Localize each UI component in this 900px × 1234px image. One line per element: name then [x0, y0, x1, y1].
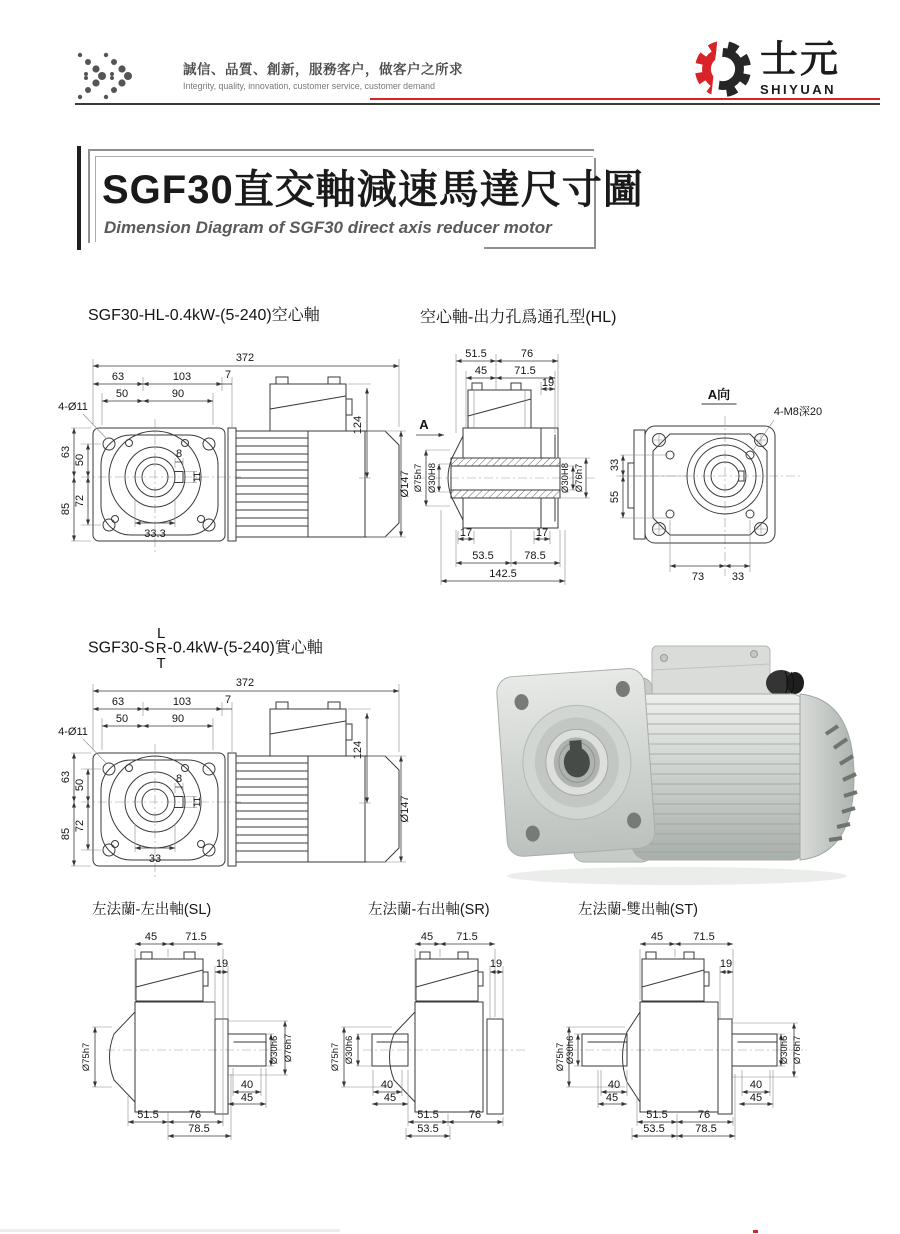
section3-sl-label: 左法蘭-左出軸(SL): [92, 902, 212, 918]
dim-label: 55: [609, 490, 621, 504]
dim-label: 40: [240, 1079, 254, 1091]
dim-label: 63: [60, 445, 72, 459]
page-title: SGF30直交軸減速馬達尺寸圖: [102, 168, 644, 212]
hatch-band-top: [451, 458, 560, 466]
dim-label: Ø76h7: [574, 463, 585, 493]
dim-label: 124: [352, 740, 364, 760]
dim-label: Ø30h6: [779, 1035, 790, 1065]
dim-label: 45: [383, 1092, 397, 1104]
dim-label: 71.5: [456, 931, 478, 943]
section3-st-label: 左法蘭-雙出軸(ST): [578, 902, 699, 918]
dim-label: Ø30H8: [427, 462, 438, 494]
dimension-lines: [569, 944, 794, 1136]
dim-label: 78.5: [524, 550, 546, 562]
dim-label: Ø147: [399, 470, 411, 498]
dim-label: 51.5: [465, 348, 487, 360]
extension-lines: [620, 420, 774, 572]
dim-label: 51.5: [417, 1109, 439, 1121]
extension-lines: [566, 949, 798, 1140]
footer-red-mark: [753, 1230, 758, 1233]
dim-label: Ø30h6: [269, 1035, 280, 1065]
dim-label: 51.5: [646, 1109, 668, 1121]
dim-label: 40: [749, 1079, 763, 1091]
view-direction-label: A: [419, 417, 429, 432]
dim-label: 50: [115, 713, 129, 725]
dim-label: 90: [171, 713, 185, 725]
dim-label: 71.5: [514, 365, 536, 377]
dim-label: 103: [172, 371, 192, 383]
drawing-hl-section: [408, 338, 603, 600]
footer-edge: [0, 1229, 340, 1232]
title-accent-bar: [77, 146, 81, 250]
dim-label: 19: [719, 958, 733, 970]
hatch-band-bottom: [451, 490, 560, 498]
motor-side-view: [228, 377, 399, 541]
dim-label: 45: [650, 931, 664, 943]
flange-front-view: [93, 753, 225, 866]
header-rule-black: [75, 103, 880, 105]
dim-label: Ø30h6: [344, 1035, 355, 1065]
motor-body: [632, 694, 807, 860]
dim-label: 78.5: [188, 1123, 210, 1135]
dim-label: 11: [192, 797, 203, 807]
dim-label: 53.5: [472, 550, 494, 562]
drawing-view-a: [598, 368, 893, 600]
dim-label: 19: [489, 958, 503, 970]
slogan-en: Integrity, quality, innovation, customer service, customer demand: [183, 81, 435, 91]
section1-right-label: 空心軸-出力孔爲通孔型(HL): [420, 309, 617, 326]
cable-gland: [766, 670, 804, 696]
dim-label: 7: [224, 694, 232, 706]
flange-face: [496, 667, 656, 857]
dim-label: 71.5: [185, 931, 207, 943]
dim-label: 4-Ø11: [58, 726, 88, 738]
dim-label: 124: [352, 415, 364, 435]
dim-label: 8: [175, 773, 183, 785]
dim-label: 50: [74, 778, 86, 792]
dim-label: 45: [474, 365, 488, 377]
dim-label: 63: [60, 770, 72, 784]
slogan-cn: 誠信、品質、創新，服務客户，做客户之所求: [183, 62, 463, 77]
dim-label: 73: [691, 571, 705, 583]
drawing-hl-front-side: [45, 347, 413, 599]
dim-label: 372: [235, 352, 255, 364]
dim-label: 78.5: [695, 1123, 717, 1135]
dim-label: 33.3: [144, 528, 166, 540]
section2-variant-stack: [156, 626, 167, 671]
product-photo: [482, 642, 882, 890]
dim-label: Ø75h7: [555, 1042, 566, 1072]
dim-label: 45: [749, 1092, 763, 1104]
dim-label: 33: [609, 458, 621, 472]
dim-label: 45: [144, 931, 158, 943]
motor-side-view: [228, 702, 399, 866]
variant-l: L: [156, 625, 166, 642]
dim-label: Ø76h7: [792, 1035, 803, 1065]
rear-flange-outline: [628, 404, 775, 543]
dim-label: 76: [697, 1109, 711, 1121]
header-rule-red: [370, 98, 880, 100]
dim-label: 63: [111, 696, 125, 708]
dim-label: 72: [74, 819, 86, 833]
dim-label: 17: [459, 527, 473, 539]
dim-label: Ø75h7: [413, 463, 424, 493]
dim-label: 71.5: [693, 931, 715, 943]
dim-label: 40: [607, 1079, 621, 1091]
extension-lines: [71, 359, 406, 541]
dim-label: 19: [541, 377, 555, 389]
dim-label: 72: [74, 494, 86, 508]
dim-label: 17: [535, 527, 549, 539]
dim-label: 76: [468, 1109, 482, 1121]
page-subtitle: Dimension Diagram of SGF30 direct axis reducer motor: [104, 218, 552, 237]
shadow: [507, 867, 847, 885]
section2-suffix: -0.4kW-(5-240)實心軸: [167, 639, 323, 657]
dim-label: 45: [605, 1092, 619, 1104]
dim-label: Ø30h6: [565, 1035, 576, 1065]
drawing-sl: [60, 924, 330, 1166]
dim-label: Ø147: [399, 795, 411, 823]
dim-label: Ø75h7: [330, 1042, 341, 1072]
section2-prefix: SGF30-S: [88, 639, 155, 657]
section3-sr-label: 左法蘭-右出軸(SR): [368, 902, 490, 918]
drawing-sr-front-side: [45, 672, 413, 924]
dim-label: 53.5: [417, 1123, 439, 1135]
dim-label: 4-Ø11: [58, 401, 88, 413]
view-a-title: A向: [707, 387, 731, 402]
extension-lines: [71, 684, 406, 866]
dim-label: 8: [175, 448, 183, 460]
dim-label: Ø30H8: [560, 462, 571, 494]
section1-left-label: SGF30-HL-0.4kW-(5-240)空心軸: [88, 307, 320, 324]
dim-label: 50: [74, 453, 86, 467]
dim-label: 11: [192, 472, 203, 482]
gearbox-section-outline: [448, 383, 560, 528]
dim-label: 76: [188, 1109, 202, 1121]
dim-label: 51.5: [137, 1109, 159, 1121]
variant-r: R: [155, 640, 167, 657]
dim-label: 45: [240, 1092, 254, 1104]
dim-label: 90: [171, 388, 185, 400]
brand-block: [760, 40, 840, 97]
dim-label: 372: [235, 677, 255, 689]
variant-t: T: [156, 655, 166, 672]
title-frame-bottom: [484, 247, 596, 249]
dim-label: 53.5: [643, 1123, 665, 1135]
dim-label: 50: [115, 388, 129, 400]
dim-label: 45: [420, 931, 434, 943]
dim-label: 19: [215, 958, 229, 970]
brand-name-en: SHIYUAN: [760, 82, 837, 97]
dim-label: 63: [111, 371, 125, 383]
dim-label: 85: [60, 827, 72, 841]
drawing-st: [542, 924, 892, 1166]
dimension-lines: [344, 944, 503, 1136]
dim-label: 142.5: [489, 568, 517, 580]
dim-label: Ø75h7: [81, 1042, 92, 1072]
dim-label: 33: [148, 853, 162, 865]
dimension-lines: [623, 455, 750, 566]
dim-label: 33: [731, 571, 745, 583]
dim-label: 85: [60, 502, 72, 516]
dim-label: 103: [172, 696, 192, 708]
dim-label: Ø76h7: [283, 1033, 294, 1063]
header-slogan: [183, 58, 463, 91]
dim-label: 76: [520, 348, 534, 360]
dim-label: 7: [224, 369, 232, 381]
chevron-dots-icon: [75, 50, 175, 102]
dim-label: 40: [380, 1079, 394, 1091]
section2-label: [88, 626, 323, 671]
dim-label: 4-M8深20: [773, 406, 823, 418]
gear-logo-icon: [690, 36, 756, 102]
end-cap: [800, 694, 857, 860]
drawing-sr: [325, 924, 575, 1166]
brand-name-cn: 士元: [760, 39, 841, 81]
flange-front-view: [93, 428, 225, 541]
